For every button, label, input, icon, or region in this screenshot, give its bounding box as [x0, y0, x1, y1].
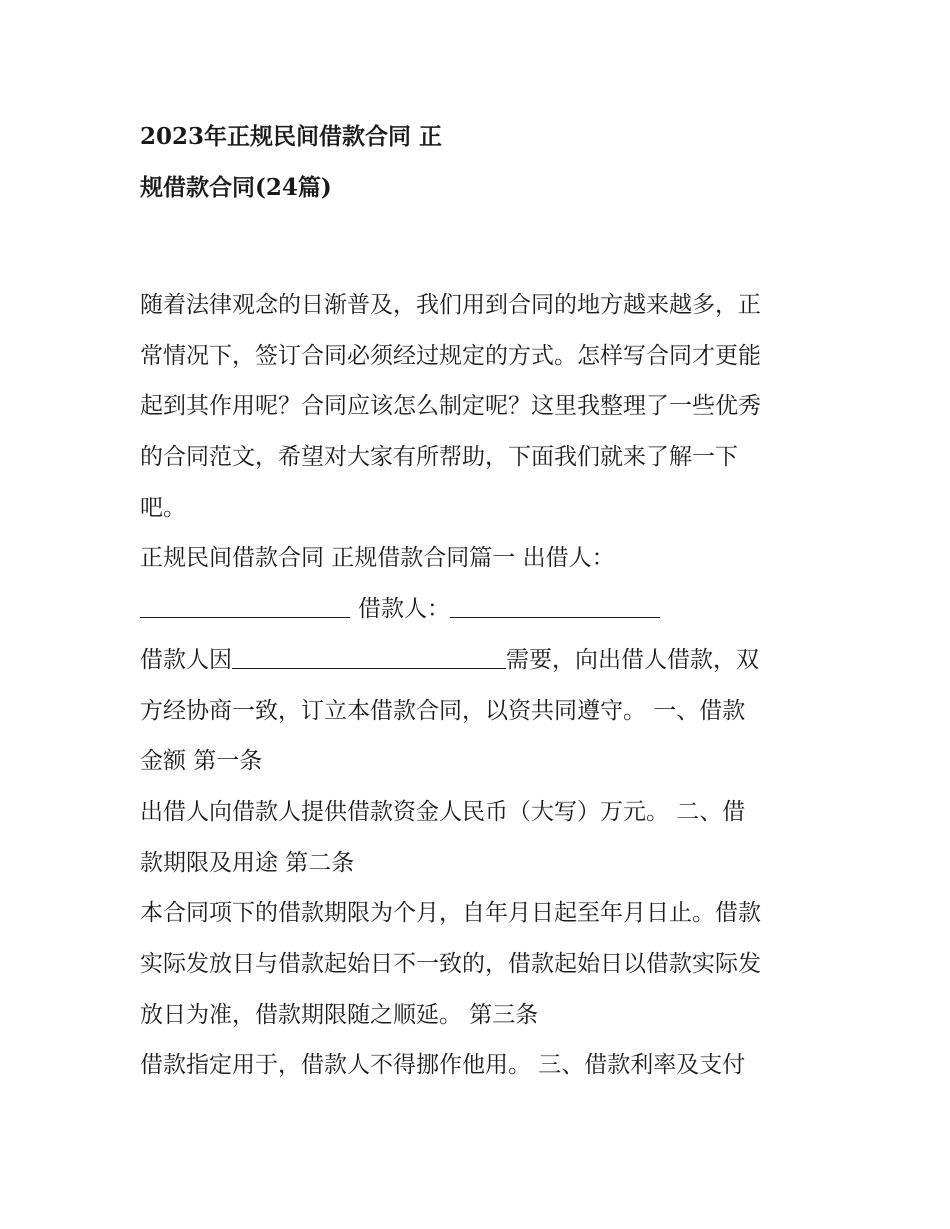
intro-line-3: 起到其作用呢？合同应该怎么制定呢？这里我整理了一些优秀 [140, 393, 761, 420]
borrower-label: 借款人： [358, 596, 450, 623]
contract-heading-line: 正规民间借款合同 正规借款合同篇一 出借人： [140, 545, 615, 572]
purpose-blank [232, 645, 506, 669]
body-line-7: 放日为准，借款期限随之顺延。 第三条 [140, 1001, 539, 1028]
body-line-1: 方经协商一致，订立本借款合同，以资共同遵守。 一、借款 [140, 697, 746, 724]
title-line-1: 2023年正规民间借款合同 正 [140, 123, 443, 150]
document-title [140, 112, 820, 213]
body-line-6: 实际发放日与借款起始日不一致的，借款起始日以借款实际发 [140, 950, 761, 977]
purpose-line [140, 635, 820, 686]
title-line-2: 规借款合同(24篇) [140, 173, 332, 201]
body-line-5: 本合同项下的借款期限为个月，自年月日起至年月日止。借款 [140, 900, 761, 927]
lender-blank [140, 594, 350, 618]
purpose-prefix: 借款人因 [140, 646, 232, 673]
purpose-suffix: 需要，向出借人借款，双 [506, 646, 759, 673]
body-line-4: 款期限及用途 第二条 [140, 849, 355, 876]
intro-line-2: 常情况下，签订合同必须经过规定的方式。怎样写合同才更能 [140, 342, 761, 369]
document-body [140, 280, 820, 1091]
body-line-8: 借款指定用于，借款人不得挪作他用。 三、借款利率及支付 [140, 1052, 746, 1079]
borrower-blank [450, 594, 660, 618]
body-line-3: 出借人向借款人提供借款资金人民币（大写）万元。 二、借 [140, 798, 746, 825]
intro-line-1: 随着法律观念的日渐普及，我们用到合同的地方越来越多，正 [140, 292, 761, 318]
intro-line-5: 吧。 [140, 494, 186, 521]
body-line-2: 金额 第一条 [140, 748, 263, 775]
intro-line-4: 的合同范文，希望对大家有所帮助，下面我们就来了解一下 [140, 444, 738, 471]
parties-line [140, 584, 820, 635]
